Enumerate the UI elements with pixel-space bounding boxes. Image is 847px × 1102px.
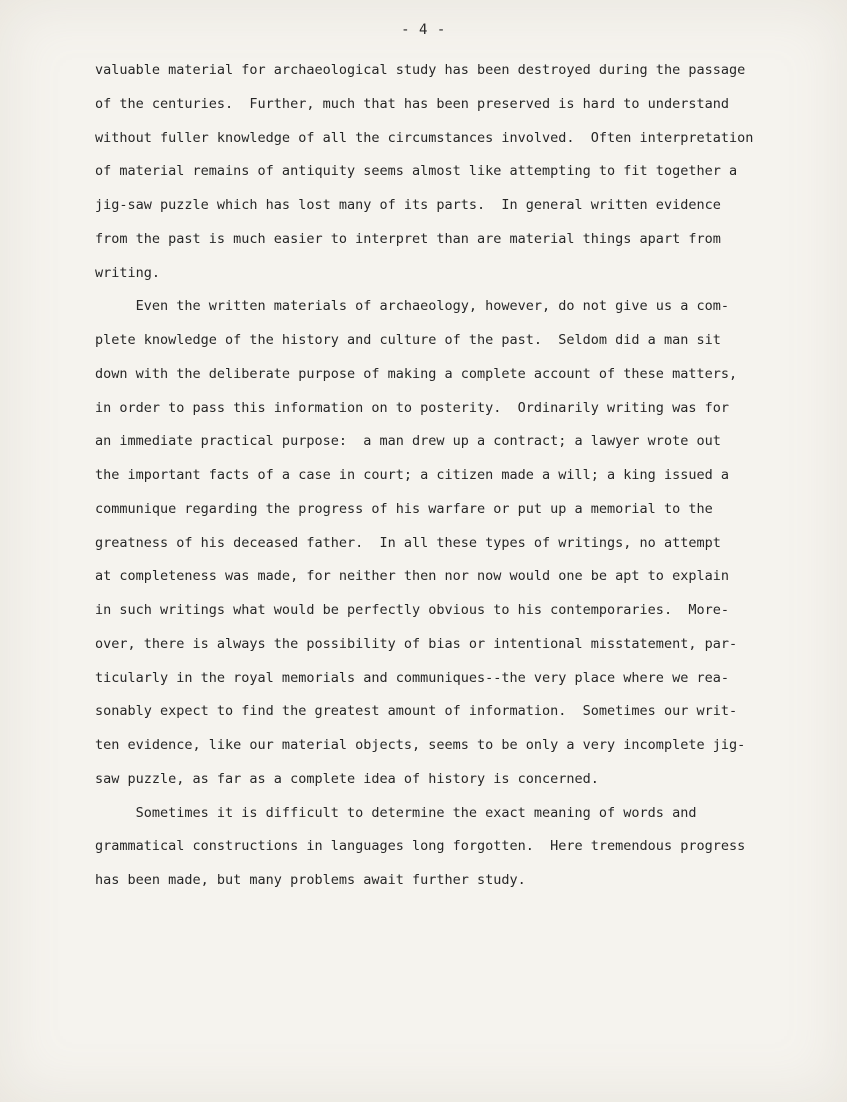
text-line: Sometimes it is difficult to determine the exact meaning of words and [95,804,697,821]
page-number: - 4 - [401,22,446,38]
text-line: grammatical constructions in languages long forgotten. Here tremendous progress [95,838,746,855]
text-line: at completeness was made, for neither then nor now would one be apt to explain [95,568,729,585]
text-line: in such writings what would be perfectly obvious to his contemporaries. More- [95,602,729,618]
text-line: an immediate practical purpose: a man drew up a contract; a lawyer wrote out [95,433,721,450]
text-line: over, there is always the possibility of bias or intentional misstatement, par- [95,635,738,652]
text-line: without fuller knowledge of all the circumstances involved. Often interpretation [95,129,754,146]
text-line: writing. [95,264,161,281]
text-line: from the past is much easier to interpret than are material things apart from [95,230,721,247]
text-line: jig-saw puzzle which has lost many of its parts. In general written evidence [95,197,721,213]
text-line: greatness of his deceased father. In all these types of writings, no attempt [95,534,721,551]
text-line: Even the written materials of archaeology, however, do not give us a com- [95,298,729,315]
text-line: of the centuries. Further, much that has been preserved is hard to understand [95,95,729,112]
text-line: saw puzzle, as far as a complete idea of history is concerned. [95,770,599,787]
text-line: sonably expect to find the greatest amount of information. Sometimes our writ- [95,703,738,720]
text-line: communique regarding the progress of his warfare or put up a memorial to the [95,500,713,517]
text-line: plete knowledge of the history and culture of the past. Seldom did a man sit [95,332,721,348]
text-line: has been made, but many problems await further study. [95,872,526,888]
text-line: down with the deliberate purpose of making a complete account of these matters, [95,365,738,382]
text-line: in order to pass this information on to posterity. Ordinarily writing was for [95,399,729,416]
text-line: valuable material for archaeological study has been destroyed during the passage [95,62,746,78]
text-line: of material remains of antiquity seems almost like attempting to fit together a [95,163,738,180]
text-line: ticularly in the royal memorials and communiques--the very place where we rea- [95,669,729,686]
text-line: ten evidence, like our material objects, seems to be only a very incomplete jig- [95,737,746,753]
text-line: the important facts of a case in court; a citizen made a will; a king issued a [95,467,729,483]
